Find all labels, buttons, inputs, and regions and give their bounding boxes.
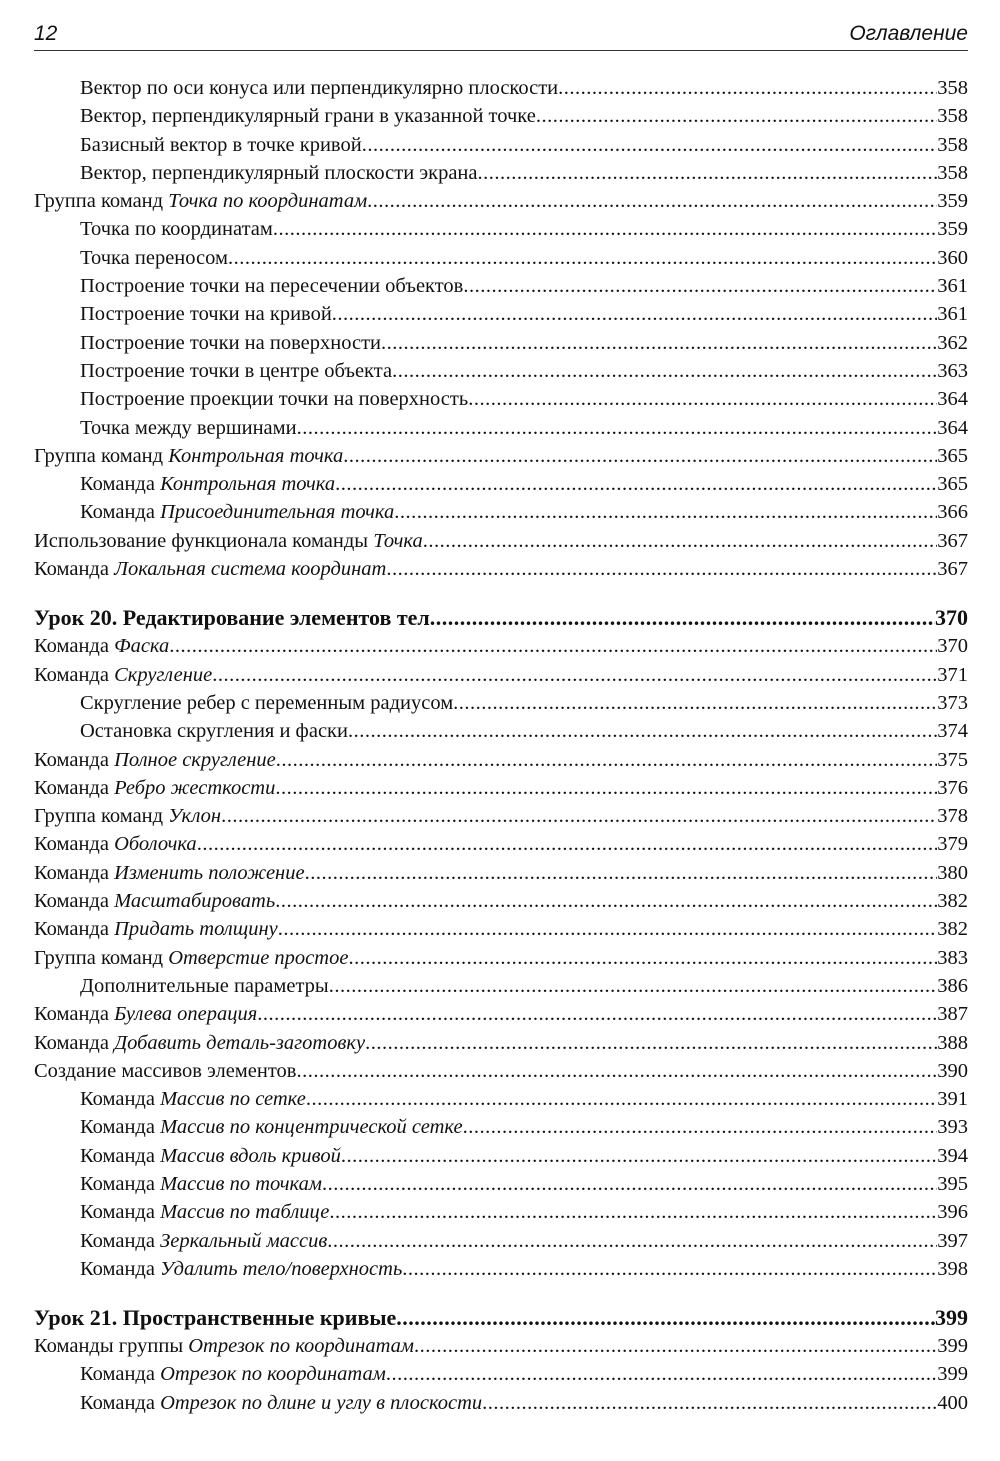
toc-entry-command-name: Массив по таблице [160, 1201, 330, 1224]
toc-entry-title [80, 1230, 327, 1253]
toc-entry-text: Остановка скругления и фаски [80, 720, 348, 743]
toc-page-number: 361 [937, 303, 968, 326]
toc-entry-command-name: Добавить деталь-заготовку [114, 1031, 366, 1054]
toc-page-number: 383 [937, 946, 968, 969]
toc-page-number: 390 [937, 1059, 968, 1082]
toc-entry[interactable] [34, 777, 968, 805]
toc-chapter-entry[interactable] [34, 605, 968, 635]
toc-entry-command-name: Отрезок по длине и углу в плоскости [160, 1391, 483, 1414]
dot-leader [278, 918, 938, 941]
toc-entry-command-name: Полное скругление [114, 748, 276, 771]
toc-entry[interactable] [34, 1088, 968, 1116]
toc-entry-text: Группа команд [34, 190, 169, 213]
toc-entry[interactable] [34, 918, 968, 946]
dot-leader [381, 332, 937, 355]
dot-leader [341, 1145, 937, 1168]
toc-page-number: 376 [937, 776, 968, 799]
toc-entry[interactable] [34, 720, 968, 748]
toc-entry-title [34, 190, 367, 213]
toc-entry-text: Команда [80, 473, 161, 496]
toc-page-number: 365 [937, 473, 968, 496]
toc-entry-text: Команда [80, 1391, 161, 1414]
dot-leader [275, 777, 937, 800]
toc-entry-command-name: Точка по координатам [168, 190, 368, 213]
dot-leader [386, 1363, 937, 1386]
toc-entry-title [34, 530, 423, 553]
dot-leader [348, 947, 937, 970]
toc-entry-text: Команда [80, 1257, 161, 1280]
toc-entry-title [80, 1201, 329, 1224]
toc-chapter-entry[interactable] [34, 1305, 968, 1335]
dot-leader [392, 360, 937, 383]
toc-entry-title [34, 1305, 396, 1331]
toc-page-number: 360 [937, 246, 968, 269]
toc-entry-title [34, 664, 212, 687]
dot-leader [297, 417, 938, 440]
toc-entry-text: Построение точки на кривой [80, 303, 332, 326]
toc-entry[interactable] [34, 558, 968, 586]
toc-entry[interactable] [34, 635, 968, 663]
toc-entry-title [80, 1363, 386, 1386]
toc-page-number: 358 [937, 105, 968, 128]
toc-entry-title [34, 862, 305, 885]
toc-entry-command-name: Придать толщину [114, 918, 278, 941]
toc-page-number: 375 [937, 748, 968, 771]
toc-entry[interactable] [34, 1201, 968, 1229]
toc-entry-title [80, 77, 558, 100]
dot-leader [228, 247, 937, 270]
toc-entry-text: Построение проекции точки на поверхность [80, 388, 469, 411]
toc-entry-text: Команда [80, 1144, 161, 1167]
toc-entry-text: Дополнительные параметры [80, 974, 329, 997]
toc-page-number: 358 [937, 77, 968, 99]
toc-entry-command-name: Массив по концентрической сетке [160, 1116, 463, 1139]
toc-entry-title [34, 749, 276, 772]
toc-entry-command-name: Зеркальный массив [160, 1229, 328, 1252]
toc-entry-title [80, 388, 468, 411]
toc-entry[interactable] [34, 805, 968, 833]
dot-leader [423, 530, 938, 553]
toc-entry-title [80, 218, 273, 241]
toc-page-number: 358 [937, 161, 968, 184]
toc-entry-title [80, 105, 536, 128]
toc-page-number: 398 [937, 1257, 968, 1280]
toc-entry-text: Построение точки на поверхности [80, 331, 381, 354]
dot-leader [394, 501, 937, 524]
toc-entry-text: Команда [34, 776, 115, 799]
toc-entry[interactable] [34, 105, 968, 133]
toc-entry-text: Команда [34, 890, 115, 913]
toc-entry-title [34, 918, 278, 941]
toc-page-number: 358 [937, 133, 968, 156]
toc-entry[interactable] [34, 1230, 968, 1258]
toc-entry-text: Построение точки в центре объекта [80, 359, 393, 382]
dot-leader [348, 720, 937, 743]
dot-leader [536, 105, 937, 128]
dot-leader [343, 445, 937, 468]
toc-entry[interactable] [34, 162, 968, 190]
toc-entry-command-name: Отрезок по координатам [160, 1363, 386, 1386]
dot-leader [367, 190, 937, 213]
toc-entry[interactable] [34, 247, 968, 275]
toc-entry-title [80, 332, 381, 355]
toc-page-number: 399 [935, 1305, 968, 1331]
toc-entry-text: Создание массивов элементов [34, 1059, 297, 1082]
toc-entry-title [80, 1258, 402, 1281]
toc-page-number: 359 [937, 190, 968, 213]
toc-entry-command-name: Скругление [114, 663, 213, 686]
toc-entry-text: Базисный вектор в точке кривой [80, 133, 362, 156]
toc-entry-text: Команда [34, 861, 115, 884]
toc-entry-command-name: Присоединительная точка [160, 501, 395, 524]
toc-entry-title [34, 805, 221, 828]
toc-page-number: 379 [937, 833, 968, 856]
toc-entry-text: Точка по координатам [80, 218, 273, 241]
dot-leader [402, 1258, 937, 1281]
toc-entry-title [34, 1060, 296, 1083]
toc-entry-command-name: Удалить тело/поверхность [160, 1257, 403, 1280]
toc-page-number: 366 [937, 501, 968, 524]
toc-entry-text: Команда [80, 1229, 161, 1252]
page-number: 12 [34, 22, 58, 45]
dot-leader [306, 1088, 937, 1111]
running-section-title: Оглавление [849, 22, 968, 45]
dot-leader [453, 692, 937, 715]
toc-entry-command-name: Уклон [168, 805, 222, 828]
toc-entry-title [80, 134, 362, 157]
toc-entry[interactable] [34, 501, 968, 529]
toc-entry-text: Урок 21. Пространственные кривые [34, 1305, 397, 1331]
toc-entry-text: Команда [80, 1363, 161, 1386]
dot-leader [430, 605, 935, 631]
toc-entry-text: Вектор, перпендикулярный плоскости экрана [80, 161, 478, 184]
dot-leader [276, 749, 937, 772]
toc-page-number: 399 [937, 1363, 968, 1386]
dot-leader [329, 975, 938, 998]
toc-entry-title [34, 890, 275, 913]
toc-page-number: 396 [937, 1201, 968, 1224]
dot-leader [329, 1201, 937, 1224]
toc-entry-text: Команда [80, 1172, 161, 1195]
toc-page-number: 367 [937, 558, 968, 581]
toc-entry[interactable] [34, 1032, 968, 1060]
dot-leader [362, 134, 938, 157]
toc-entry-text: Команда [34, 1031, 115, 1054]
toc-entry[interactable] [34, 388, 968, 416]
toc-entry-text: Команда [34, 663, 115, 686]
toc-entry-command-name: Точка [373, 529, 423, 552]
toc-entry[interactable] [34, 303, 968, 331]
toc-entry-command-name: Массив по сетке [160, 1088, 306, 1111]
table-of-contents [34, 77, 968, 1420]
dot-leader [169, 635, 937, 658]
toc-entry[interactable] [34, 275, 968, 303]
toc-entry-command-name: Масштабировать [114, 890, 276, 913]
toc-entry-text: Урок 20. Редактирование элементов тел [34, 605, 430, 631]
toc-entry[interactable] [34, 1145, 968, 1173]
toc-entry-text: Команда [80, 1088, 161, 1111]
toc-page-number: 399 [937, 1335, 968, 1358]
dot-leader [365, 1032, 937, 1055]
toc-page-number: 378 [937, 805, 968, 828]
toc-entry-text: Точка между вершинами [80, 416, 297, 439]
toc-entry-text: Команда [80, 1116, 161, 1139]
toc-entry-title [80, 501, 394, 524]
page-header [34, 22, 968, 51]
toc-entry-command-name: Фаска [114, 635, 170, 658]
toc-entry-title [80, 692, 453, 715]
toc-entry[interactable] [34, 975, 968, 1003]
toc-entry[interactable] [34, 1173, 968, 1201]
toc-entry-command-name: Локальная система координат [114, 558, 387, 581]
toc-entry[interactable] [34, 890, 968, 918]
toc-entry-text: Команда [34, 918, 115, 941]
toc-entry-text: Команды группы [34, 1335, 189, 1358]
toc-page-number: 370 [935, 605, 968, 631]
toc-entry-title [34, 558, 386, 581]
dot-leader [305, 862, 938, 885]
dot-leader [273, 218, 937, 241]
toc-page-number: 362 [937, 331, 968, 354]
toc-entry-command-name: Массив вдоль кривой [160, 1144, 341, 1167]
toc-entry[interactable] [34, 530, 968, 558]
toc-entry-text: Построение точки на пересечении объектов [80, 275, 464, 298]
toc-entry-command-name: Булева операция [114, 1003, 258, 1026]
toc-entry-text: Вектор, перпендикулярный грани в указанной точке [80, 105, 536, 128]
toc-page-number: 395 [937, 1172, 968, 1195]
toc-entry[interactable] [34, 862, 968, 890]
toc-entry[interactable] [34, 77, 968, 105]
toc-entry[interactable] [34, 1392, 968, 1420]
toc-page-number: 380 [937, 861, 968, 884]
dot-leader [275, 890, 937, 913]
toc-entry-title [80, 720, 348, 743]
toc-entry-text: Использование функционала команды [34, 529, 374, 552]
toc-page-number: 393 [937, 1116, 968, 1139]
dot-leader [396, 1305, 935, 1331]
toc-entry-text: Точка переносом [80, 246, 228, 269]
toc-entry[interactable] [34, 947, 968, 975]
toc-page-number: 382 [937, 918, 968, 941]
toc-entry[interactable] [34, 332, 968, 360]
toc-entry-title [80, 360, 392, 383]
toc-entry[interactable] [34, 360, 968, 388]
toc-entry-text: Команда [34, 558, 115, 581]
toc-entry-title [34, 1335, 414, 1358]
toc-page-number: 365 [937, 444, 968, 467]
toc-page-number: 371 [937, 663, 968, 686]
toc-entry[interactable] [34, 1363, 968, 1391]
toc-entry-title [80, 247, 228, 270]
toc-entry-text: Группа команд [34, 444, 169, 467]
dot-leader [332, 303, 937, 326]
dot-leader [296, 1060, 937, 1083]
toc-entry[interactable] [34, 1258, 968, 1286]
toc-entry-title [34, 635, 169, 658]
toc-entry-command-name: Ребро жесткости [114, 776, 276, 799]
toc-entry-title [80, 417, 297, 440]
toc-page-number: 370 [937, 635, 968, 658]
toc-page-number: 388 [937, 1031, 968, 1054]
dot-leader [327, 1230, 937, 1253]
toc-entry[interactable] [34, 664, 968, 692]
toc-page-number: 373 [937, 691, 968, 714]
dot-leader [386, 558, 937, 581]
toc-entry-title [80, 473, 335, 496]
toc-entry[interactable] [34, 218, 968, 246]
toc-entry-title [80, 1173, 322, 1196]
dot-leader [558, 77, 937, 100]
toc-entry-title [34, 777, 275, 800]
toc-page-number: 364 [937, 416, 968, 439]
toc-entry-command-name: Оболочка [114, 833, 197, 856]
toc-page-number: 397 [937, 1229, 968, 1252]
toc-entry-command-name: Отрезок по координатам [188, 1335, 414, 1358]
dot-leader [257, 1003, 937, 1026]
toc-entry-text: Команда [34, 748, 115, 771]
dot-leader [463, 1116, 938, 1139]
toc-entry-text: Команда [34, 1003, 115, 1026]
toc-entry[interactable] [34, 417, 968, 445]
toc-entry-text: Команда [34, 833, 115, 856]
toc-entry[interactable] [34, 1335, 968, 1363]
toc-page-number: 359 [937, 218, 968, 241]
toc-entry-title [80, 1145, 341, 1168]
dot-leader [197, 833, 938, 856]
toc-entry-title [80, 1116, 463, 1139]
toc-entry[interactable] [34, 1060, 968, 1088]
toc-entry-title [34, 1032, 365, 1055]
toc-page-number: 363 [937, 359, 968, 382]
toc-entry-title [34, 947, 348, 970]
dot-leader [322, 1173, 937, 1196]
toc-entry[interactable] [34, 134, 968, 162]
toc-page-number: 394 [937, 1144, 968, 1167]
toc-entry-title [80, 162, 478, 185]
toc-entry-text: Группа команд [34, 946, 169, 969]
toc-entry[interactable] [34, 1116, 968, 1144]
toc-entry-text: Скругление ребер с переменным радиусом [80, 691, 454, 714]
toc-page-number: 391 [937, 1088, 968, 1111]
toc-page-number: 400 [937, 1391, 968, 1414]
toc-entry-text: Команда [80, 1201, 161, 1224]
toc-entry-title [80, 1088, 306, 1111]
dot-leader [212, 664, 937, 687]
toc-entry-text: Группа команд [34, 805, 169, 828]
toc-entry-text: Вектор по оси конуса или перпендикулярно плоскости [80, 77, 559, 99]
toc-entry-text: Команда [80, 501, 161, 524]
toc-entry-title [34, 605, 430, 631]
toc-entry-title [34, 445, 343, 468]
toc-entry[interactable] [34, 1003, 968, 1031]
dot-leader [414, 1335, 937, 1358]
toc-page-number: 364 [937, 388, 968, 411]
toc-entry-title [80, 275, 463, 298]
dot-leader [335, 473, 937, 496]
toc-entry[interactable] [34, 692, 968, 720]
toc-entry-title [80, 975, 329, 998]
toc-page-number: 367 [937, 529, 968, 552]
toc-entry-command-name: Контрольная точка [168, 444, 344, 467]
toc-entry-title [34, 833, 197, 856]
toc-entry-command-name: Массив по точкам [160, 1172, 322, 1195]
toc-page-number: 382 [937, 890, 968, 913]
toc-entry[interactable] [34, 473, 968, 501]
toc-entry-command-name: Изменить положение [114, 861, 305, 884]
toc-entry[interactable] [34, 190, 968, 218]
toc-page-number: 361 [937, 275, 968, 298]
dot-leader [482, 1392, 937, 1415]
dot-leader [468, 388, 937, 411]
toc-entry-command-name: Отверстие простое [168, 946, 349, 969]
toc-entry-title [80, 1392, 482, 1415]
toc-entry[interactable] [34, 749, 968, 777]
toc-entry[interactable] [34, 833, 968, 861]
dot-leader [463, 275, 937, 298]
toc-entry-command-name: Контрольная точка [160, 473, 336, 496]
toc-entry[interactable] [34, 445, 968, 473]
toc-entry-text: Команда [34, 635, 115, 658]
toc-page-number: 374 [937, 720, 968, 743]
toc-entry-title [80, 303, 332, 326]
dot-leader [221, 805, 937, 828]
toc-page-number: 386 [937, 974, 968, 997]
toc-page-number: 387 [937, 1003, 968, 1026]
dot-leader [478, 162, 938, 185]
toc-entry-title [34, 1003, 257, 1026]
